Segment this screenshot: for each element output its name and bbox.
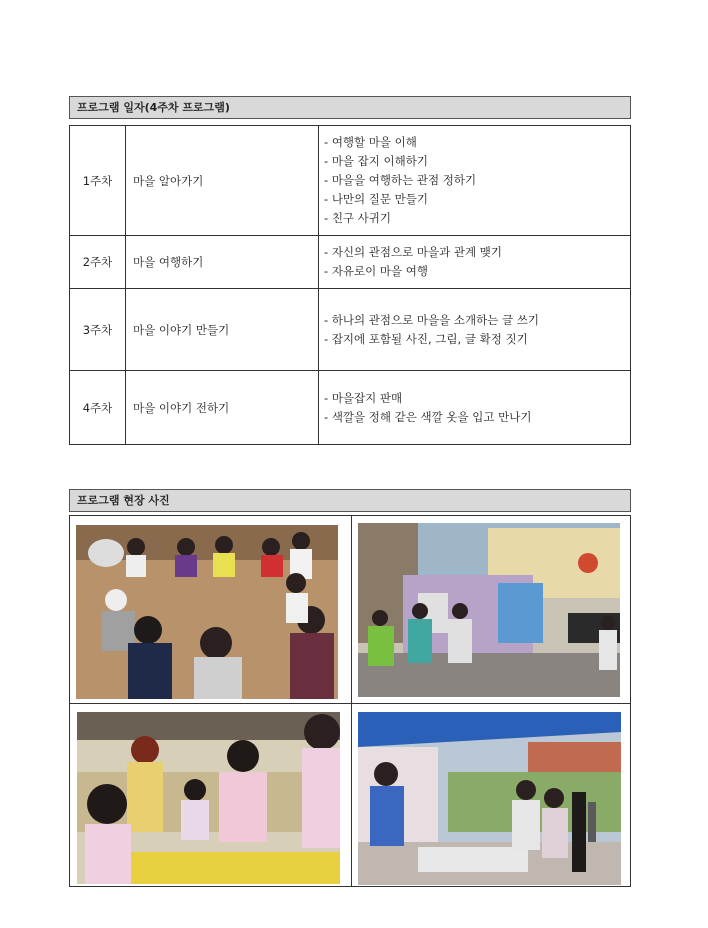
photo-students-circle <box>76 525 338 699</box>
week-cell: 3주차 <box>70 289 126 371</box>
schedule-table <box>69 125 631 445</box>
task-list <box>324 243 630 281</box>
table-row <box>70 126 631 236</box>
list-item: - 나만의 질문 만들기 <box>324 190 630 209</box>
list-item: - 친구 사귀기 <box>324 209 630 228</box>
list-item: - 마을잡지 판매 <box>324 389 630 408</box>
grid-divider <box>351 516 352 886</box>
table-row <box>70 371 631 445</box>
program-title-cell: 마을 여행하기 <box>126 236 319 289</box>
photo-market-booth <box>358 712 621 885</box>
list-item: - 자신의 관점으로 마을과 관계 맺기 <box>324 243 630 262</box>
table-row <box>70 289 631 371</box>
grid-divider <box>70 703 630 704</box>
list-item: - 잡지에 포함될 사진, 그림, 글 확정 짓기 <box>324 330 630 349</box>
task-cell <box>319 236 631 289</box>
task-cell <box>319 289 631 371</box>
table-row <box>70 236 631 289</box>
photo-grid <box>69 515 631 887</box>
task-list <box>324 133 630 228</box>
photo-section-header: 프로그램 현장 사진 <box>69 489 631 512</box>
list-item: - 마을을 여행하는 관점 정하기 <box>324 171 630 190</box>
program-title-cell: 마을 이야기 전하기 <box>126 371 319 445</box>
list-item: - 자유로이 마을 여행 <box>324 262 630 281</box>
program-title-cell: 마을 알아가기 <box>126 126 319 236</box>
week-cell: 2주차 <box>70 236 126 289</box>
photo-workshop-table <box>77 712 340 884</box>
list-item: - 하나의 관점으로 마을을 소개하는 글 쓰기 <box>324 311 630 330</box>
list-item: - 색깔을 정해 같은 색깔 옷을 입고 만나기 <box>324 408 630 427</box>
schedule-section-header: 프로그램 일자(4주차 프로그램) <box>69 96 631 119</box>
list-item: - 여행할 마을 이해 <box>324 133 630 152</box>
task-cell <box>319 126 631 236</box>
week-cell: 1주차 <box>70 126 126 236</box>
task-list <box>324 389 630 427</box>
week-cell: 4주차 <box>70 371 126 445</box>
program-title-cell: 마을 이야기 만들기 <box>126 289 319 371</box>
photo-village-building <box>358 523 620 697</box>
list-item: - 마을 잡지 이해하기 <box>324 152 630 171</box>
task-cell <box>319 371 631 445</box>
task-list <box>324 311 630 349</box>
